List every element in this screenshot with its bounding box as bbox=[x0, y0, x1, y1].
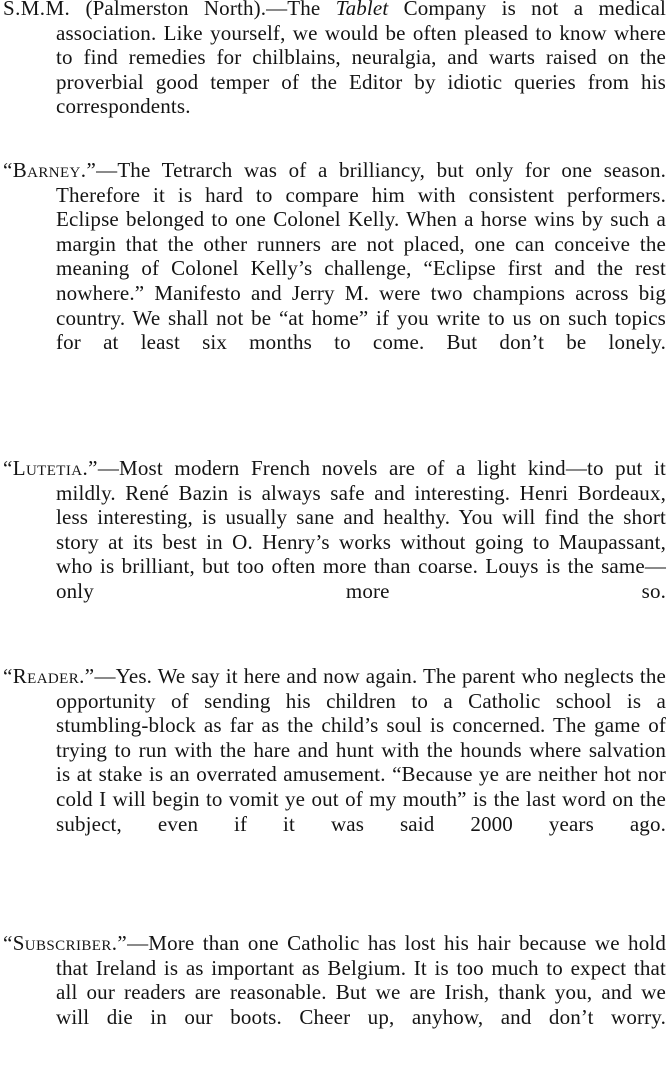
correspondent-name: “Lutetia.” bbox=[3, 456, 98, 480]
answer-subscriber bbox=[0, 931, 666, 1029]
answer-text: —More than one Catholic has lost his hair because we hold that Ireland is as important as Belgium. It is too much to expect that all our readers are reasonable. But we are Irish, thank you, and we will die in our boots. Cheer up, anyhow, and don’t worry. bbox=[56, 931, 666, 1029]
answer-lead-text: (Palmerston North).—The bbox=[70, 0, 336, 20]
correspondent-name: S.M.M. bbox=[3, 0, 71, 20]
correspondent-name: “Barney.” bbox=[3, 158, 97, 182]
publication-title: Tablet bbox=[335, 0, 389, 20]
answer-text: —Yes. We say it here and now again. The parent who neglects the opportunity of sending his children to a Catholic school is a stumbling-block as far as the child’s soul is concerned. The game of trying to run with the hare and hunt with the hounds where salvation is at stake is an overrated amusement. “Because ye are neither hot nor cold I will begin to vomit ye out of my mouth” is the last word on the subject, even if it was said 2000 years ago. bbox=[56, 664, 666, 836]
answer-text: Company is not a medical association. Like yourself, we would be often pleased to know where to find remedies for chilblains, neuralgia, and warts raised on the proverbial good temper of the Editor by idiotic queries from his correspondents. bbox=[56, 0, 666, 119]
answer-reader bbox=[0, 664, 666, 836]
correspondent-name: “Reader.” bbox=[3, 664, 95, 688]
answer-smm bbox=[0, 0, 666, 119]
answer-text: —The Tetrarch was of a brilliancy, but only for one season. Therefore it is hard to compare him with consistent performers. Eclipse belonged to one Colonel Kelly. When a horse wins by such a margin that the other runners are not placed, one can conceive the meaning of Colonel Kelly’s challenge, “Eclipse first and the rest nowhere.” Manifesto and Jerry M. were two champions across big country. We shall not be “at home” if you write to us on such topics for at least six months to come. But don’t be lonely. bbox=[56, 158, 666, 355]
correspondent-name: “Subscriber.” bbox=[3, 931, 128, 955]
answer-text: —Most modern French novels are of a light kind—to put it mildly. René Bazin is always safe and interesting. Henri Bordeaux, less interesting, is usually sane and healthy. You will find the short story at its best in O. Henry’s works without going to Maupassant, who is brilliant, but too often more than coarse. Louys is the same—only more so. bbox=[56, 456, 666, 603]
answer-barney bbox=[0, 158, 666, 355]
answer-lutetia bbox=[0, 456, 666, 604]
